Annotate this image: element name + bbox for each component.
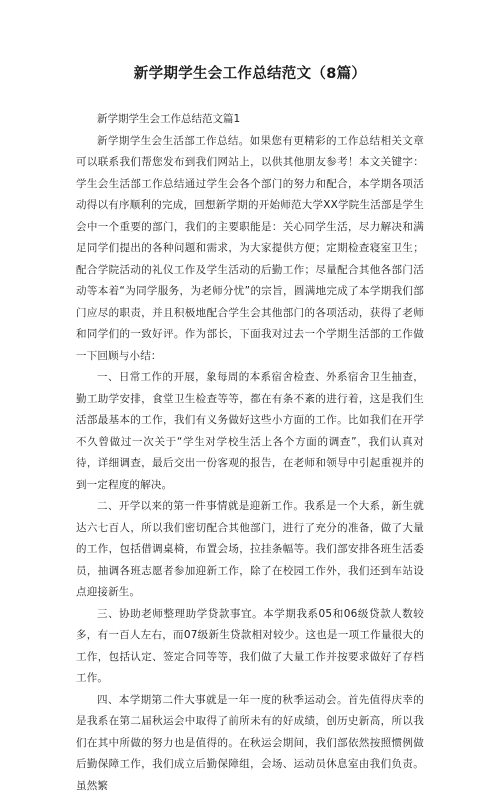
paragraph-2: 一、日常工作的开展，象每周的本系宿舍检查、外系宿舍卫生抽查，勤工助学安排，食堂卫生检查等等，都在有条不紊的进行着，这是我们生活部最基本的工作，我们有义务做好这些小方面的工作。比如我们在开学不久曾做过一次关于“学生对学校生活上各个方面的调查”，我们认真对待，详细调查，最后交出一份客观的报告，在老师和领导中引起重视并的到一定程度的解决。 (76, 367, 424, 496)
document-title: 新学期学生会工作总结范文（8篇） (76, 62, 424, 83)
paragraph-4: 三、协助老师整理助学贷款事宜。本学期我系05和06级贷款人数较多，有一百人左右，而07级新生贷款相对较少。这也是一项工作量很大的工作，包括认定、签定合同等等，我们做了大量工作并按要求做好了存档工作。 (76, 604, 424, 690)
paragraph-3: 二、开学以来的第一件事情就是迎新工作。我系是一个大系，新生就达六七百人，所以我们密切配合其他部门，进行了充分的准备，做了大量的工作，包括借调桌椅，布置会场，拉挂条幅等。我们部安排各班生活委员，抽调各班志愿者参加迎新工作，除了在校园工作外，我们还到车站设点迎接新生。 (76, 496, 424, 604)
article-subtitle: 新学期学生会工作总结范文篇1 (76, 109, 424, 131)
paragraph-1: 新学期学生会生活部工作总结。如果您有更精彩的工作总结相关文章可以联系我们帮您发布到我们网站上，以供其他朋友参考！本文关键字：学生会生活部工作总结通过学生会各个部门的努力和配合，本学期各项活动得以有序顺利的完成，回想新学期的开始师范大学XX学院生活部是学生会中一个重要的部门，我们的主要职能是：关心同学生活，尽力解决和满足同学们提出的各种问题和需求，为大家提供方便；定期检查寝室卫生；配合学院活动的礼仪工作及学生活动的后勤工作；尽量配合其他各部门活动等本着“为同学服务，为老师分忧”的宗旨，圆满地完成了本学期我们部门应尽的职责，并且积极地配合学生会其他部门的各项活动，获得了老师和同学们的一致好评。作为部长，下面我对过去一个学期生活部的工作做一下回顾与小结： (76, 131, 424, 368)
paragraph-5: 四、本学期第二件大事就是一年一度的秋季运动会。首先值得庆幸的是我系在第二届秋运会中取得了前所未有的好成绩，创历史新高，所以我们在其中所做的努力也是值得的。在秋运会期间，我们部依然按照惯例做后勤保障工作，我们成立后勤保障组，会场、运动员休息室由我们负责。虽然繁 (76, 690, 424, 797)
